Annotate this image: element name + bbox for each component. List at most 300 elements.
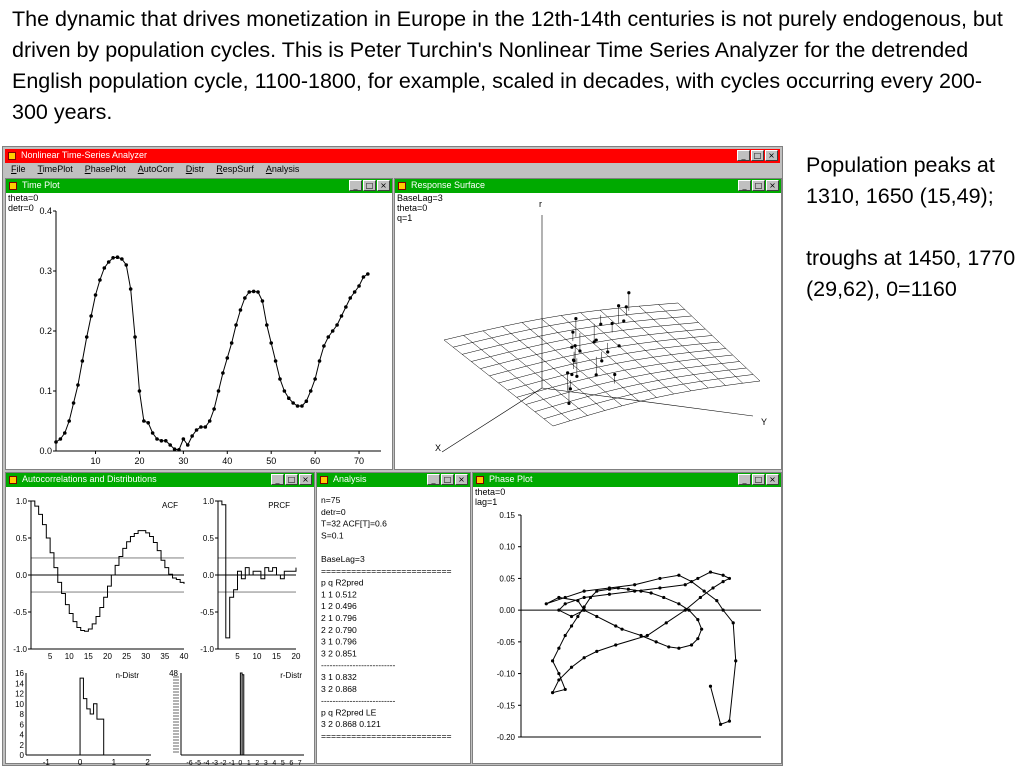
param-theta: theta=0 [475,487,506,497]
data-point [625,305,628,308]
y-tick-label: -1.0 [200,645,214,654]
analysis-line: S=0.1 [321,530,344,541]
analysis-line: ========================== [321,565,452,576]
x-tick-label: 0 [238,760,243,767]
data-point [583,605,586,608]
surface-grid-line [453,309,685,347]
data-point [63,431,67,435]
x-tick-label: -2 [220,760,227,767]
data-point [732,621,735,624]
y-tick-label: 0.0 [15,571,27,580]
x-tick-label: -1 [42,758,50,767]
panel-title: ACF [162,501,178,510]
x-tick-label: 2 [145,758,150,767]
data-point [186,443,190,447]
data-point [151,431,155,435]
data-point [627,588,630,591]
data-point [618,344,621,347]
y-tick-label: 2 [19,740,24,750]
data-point [589,596,592,599]
data-point [362,275,366,279]
data-point [59,437,63,441]
x-tick-label: 1 [246,760,251,767]
autocorrelations-title-bar[interactable] [6,473,314,487]
data-point [564,634,567,637]
data-point [728,577,731,580]
surface-grid-line [659,305,743,384]
data-point [261,299,265,303]
x-tick-label: 10 [90,456,101,466]
axis-label-y: Y [761,417,768,427]
data-point [138,389,142,393]
data-point [600,359,603,362]
close-button[interactable]: × [299,474,312,485]
response-surface-title-bar[interactable] [395,179,781,193]
data-point [173,447,177,451]
app-title: Nonlinear Time-Series Analyzer [21,150,148,160]
y-tick-label: -0.20 [496,733,515,742]
data-point [204,425,208,429]
x-tick-label: 60 [310,456,321,466]
histogram-bar [242,675,244,755]
data-point [239,308,243,312]
y-tick-label: 0 [19,751,24,760]
data-point [230,341,234,345]
data-point [696,637,699,640]
y-tick-label: 6 [19,720,24,730]
analysis-title-bar[interactable] [317,473,470,487]
data-point [81,359,85,363]
response-surface-chart [395,193,781,469]
data-point [722,609,725,612]
data-point [595,373,598,376]
analysis-output [317,487,470,763]
data-point [658,586,661,589]
y-tick-label: 0.3 [39,266,52,276]
data-point [234,323,238,327]
x-tick-label: 35 [160,652,170,661]
analysis-line: p q R2pred [321,577,364,588]
data-point [344,305,348,309]
data-point [690,643,693,646]
analysis-line: 3 1 0.796 [321,636,357,647]
data-point [662,596,665,599]
data-point [54,440,58,444]
data-point [111,256,115,260]
data-point [569,387,572,390]
histogram-steps [43,678,148,755]
phase-plot-title-bar[interactable] [473,473,781,487]
analysis-line: detr=0 [321,506,346,517]
analysis-line: ========================== [321,731,452,741]
data-point [252,290,256,294]
data-point [72,401,76,405]
time-plot-title: Time Plot [22,180,60,190]
note-peaks: Population peaks at 1310, 1650 (15,49); [806,153,995,208]
maximize-button[interactable]: □ [441,474,454,485]
analysis-canvas [317,487,470,763]
data-point [583,609,586,612]
trajectory-line [546,572,735,724]
y-tick-label: 0.4 [39,206,52,216]
x-tick-label: 5 [47,652,53,661]
x-tick-label: 6 [289,760,294,767]
x-tick-label: -5 [194,760,202,767]
x-tick-label: -4 [203,760,210,767]
data-point [269,341,273,345]
analysis-line: n=75 [321,495,341,505]
close-button[interactable]: × [455,474,468,485]
data-point [719,723,722,726]
data-point [574,317,577,320]
data-point [67,419,71,423]
data-point [557,609,560,612]
analysis-window [316,472,471,764]
x-tick-label: 30 [141,652,151,661]
panel-title: n-Distr [115,671,139,680]
param-baselag: BaseLag=3 [397,193,443,203]
response-surface-canvas [395,193,781,469]
x-tick-label: -1 [228,760,236,767]
analysis-title: Analysis [333,474,367,484]
data-point [572,358,575,361]
data-point [331,329,335,333]
data-point [335,323,339,327]
data-point [696,577,699,580]
data-point [655,640,658,643]
data-point [103,266,107,270]
data-point [650,591,653,594]
data-point [570,615,573,618]
param-theta: theta=0 [397,203,428,213]
analysis-line: T=32 ACF[T]=0.6 [321,518,387,529]
y-tick-label: 16 [15,669,24,678]
data-point [690,580,693,583]
y-tick-label: 0.5 [202,534,214,543]
data-point [265,323,269,327]
param-theta: theta=0 [8,193,39,203]
data-point [545,602,548,605]
time-plot-window [5,178,393,470]
y-tick-label: 12 [15,689,24,699]
x-tick-label: 15 [272,652,281,661]
maximize-button[interactable]: □ [751,150,764,161]
analysis-line: -------------------------- [321,695,396,706]
data-point [348,296,352,300]
data-point [709,685,712,688]
correlation-steps [31,501,184,631]
param-q: q=1 [397,213,413,223]
surface-grid-line [620,308,709,388]
phase-plot-window [472,472,782,764]
data-point [617,304,620,307]
x-tick-label: 20 [134,456,145,466]
analysis-line: 2 2 0.790 [321,624,357,635]
y-tick-label: 0.1 [39,386,52,396]
y-tick-label: 1.0 [202,497,214,506]
data-point [225,356,229,360]
menu-distr[interactable]: Distr [185,164,205,174]
data-point [168,443,172,447]
data-point [120,257,124,261]
data-point [595,615,598,618]
data-point [557,596,560,599]
y-tick-label: 0.00 [499,606,515,616]
maximize-button[interactable]: □ [285,474,298,485]
data-point [617,586,620,589]
analysis-line: 1 2 0.496 [321,601,357,612]
data-point [570,666,573,669]
data-point [94,293,98,297]
data-point [243,296,247,300]
maximize-button[interactable]: □ [363,180,376,191]
data-point [318,359,322,363]
x-tick-label: 20 [103,652,112,661]
data-point [613,373,616,376]
response-surface-window [394,178,782,470]
data-point [190,434,194,438]
close-button[interactable]: × [766,180,779,191]
x-tick-label: 15 [83,652,93,661]
data-point [611,322,614,325]
surface-grid-line [517,355,733,397]
y-tick-label: 0.10 [499,542,515,552]
data-point [595,590,598,593]
surface-grid-line [508,348,726,390]
menu-file[interactable]: File [11,164,26,174]
analysis-line: 3 1 0.832 [321,672,357,682]
y-tick-label: 0.0 [202,571,214,580]
data-point [703,590,706,593]
y-tick-label: -0.15 [496,701,515,711]
y-tick-label: 0.15 [499,511,515,520]
analysis-line: p q R2pred LE [321,707,377,718]
data-point [283,389,287,393]
data-point [599,323,602,326]
data-point [595,650,598,653]
x-tick-label: 25 [122,652,132,661]
y-tick-label: 4 [19,730,24,740]
data-point [734,659,737,662]
time-plot-title-bar[interactable] [6,179,392,193]
data-point [199,425,203,429]
data-point [614,624,617,627]
data-point [557,647,560,650]
minimize-button[interactable]: _ [427,474,440,485]
slide-caption: The dynamic that drives monetization in Europe in the 12th-14th centuries is not purely endogenous, but driven by population cycles. This is Peter Turchin's Nonlinear Time Series Analyzer for the detrended English population cycle, 1100-1800, for example, scaled in decades, with cycles occurring every 200-300 years. [12,7,1003,124]
surface-grid-line [526,361,740,404]
data-point [557,678,560,681]
x-tick-label: 0 [77,758,83,767]
data-point [696,618,699,621]
window-icon[interactable] [476,476,484,484]
analysis-line: 3 2 0.868 [321,683,357,694]
panel-title: r-Distr [280,671,302,680]
data-point [700,628,703,631]
minimize-button[interactable]: _ [271,474,284,485]
app-icon[interactable] [8,152,16,160]
autocorrelations-canvas [6,487,314,767]
y-tick-label: -0.05 [496,637,515,647]
axis-label-x: X [435,443,442,453]
y-tick-label: 14 [15,679,24,689]
autocorrelations-window [5,472,315,767]
minimize-button[interactable]: _ [737,150,750,161]
data-point [557,672,560,675]
data-point [633,583,636,586]
data-point [575,375,578,378]
data-point [608,593,611,596]
data-point [595,338,598,341]
menu-autocorr[interactable]: AutoCorr [137,164,174,174]
data-point [142,419,146,423]
data-point [699,596,702,599]
data-point [711,586,714,589]
data-point [570,346,573,349]
response-surface-title: Response Surface [411,180,486,190]
param-detr: detr=0 [8,203,34,213]
menu-timeplot[interactable]: TimePlot [37,164,73,174]
maximize-button[interactable]: □ [752,474,765,485]
data-point [667,645,670,648]
nonlinear-analyzer-window [2,146,783,766]
data-point [722,580,725,583]
data-point [291,401,295,405]
minimize-button[interactable]: _ [738,180,751,191]
data-point [182,437,186,441]
data-point [576,615,579,618]
phase-plot-canvas [473,487,781,763]
y-tick-label: 0.2 [39,326,52,336]
data-point [576,599,579,602]
minimize-button[interactable]: _ [349,180,362,191]
x-tick-label: -3 [211,760,219,767]
phase-plot-title: Phase Plot [489,474,533,484]
y-tick-label: -1.0 [13,645,27,654]
data-point [287,396,291,400]
y-tick-label: 0.05 [499,574,515,584]
time-plot-chart [6,193,392,469]
y-tick-label: -0.5 [200,608,214,617]
close-button[interactable]: × [766,474,779,485]
data-point [677,602,680,605]
data-point [296,404,300,408]
minimize-button[interactable]: _ [738,474,751,485]
y-tick-label: 1.0 [15,497,27,506]
data-point [76,383,80,387]
data-point [608,586,611,589]
data-point [627,291,630,294]
analysis-line: BaseLag=3 [321,554,365,564]
menu-respsurf[interactable]: RespSurf [216,164,254,174]
series-line [56,257,368,450]
menu-phaseplot[interactable]: PhasePlot [84,164,126,174]
data-point [646,634,649,637]
note-troughs: troughs at 1450, 1770 (29,62), 0=1160 [806,246,1016,301]
data-point [212,407,216,411]
data-point [221,371,225,375]
data-point [247,290,251,294]
data-point [564,602,567,605]
x-tick-label: 20 [291,652,301,661]
data-point [107,260,111,264]
app-title-bar[interactable] [5,149,780,163]
close-button[interactable]: × [765,150,778,161]
data-point [357,284,361,288]
x-tick-label: 10 [252,652,262,661]
data-point [583,656,586,659]
y-tick-label: 0.5 [15,534,27,543]
data-point [570,624,573,627]
data-point [164,439,168,443]
x-tick-label: 30 [178,456,189,466]
data-point [160,439,164,443]
phase-plot-chart [473,487,781,763]
x-tick-label: 10 [64,652,74,661]
y-tick-label: 8 [19,710,24,719]
data-point [177,448,181,452]
window-icon[interactable] [398,182,406,190]
data-point [578,349,581,352]
panel-title: PRCF [268,501,290,510]
data-point [564,688,567,691]
maximize-button[interactable]: □ [752,180,765,191]
data-point [622,319,625,322]
data-point [677,574,680,577]
x-tick-label: 40 [222,456,233,466]
close-button[interactable]: × [377,180,390,191]
window-icon[interactable] [9,182,17,190]
y-tick-label: -0.5 [13,608,27,617]
y-tick-label: 10 [15,699,24,709]
data-point [551,691,554,694]
data-point [313,377,317,381]
x-tick-label: 5 [235,652,240,661]
data-point [551,659,554,662]
analysis-line: 2 1 0.796 [321,613,357,623]
y-axis [542,388,753,416]
correlation-steps [218,501,296,638]
data-point [274,359,278,363]
x-tick-label: 40 [179,652,189,661]
data-point [155,437,159,441]
surface-grid-line [444,303,678,340]
data-point [567,402,570,405]
data-point [658,577,661,580]
data-point [116,255,120,259]
data-point [98,278,102,282]
window-icon[interactable] [320,476,328,484]
y-tick-label: -0.10 [496,669,515,679]
x-tick-label: 50 [266,456,277,466]
analysis-line: 3 2 0.851 [321,648,357,659]
data-point [606,350,609,353]
data-point [322,344,326,348]
menu-analysis[interactable]: Analysis [265,164,300,174]
data-point [195,428,199,432]
x-tick-label: 70 [354,456,365,466]
autocorrelations-chart [6,487,314,767]
analysis-line: -------------------------- [321,660,396,671]
x-tick-label: 7 [297,760,302,767]
window-icon[interactable] [9,476,17,484]
data-point [85,335,89,339]
data-point [217,389,221,393]
data-point [566,371,569,374]
analysis-line: 3 2 0.868 0.121 [321,719,381,730]
data-point [639,590,642,593]
y-tick-label: 48 [169,669,178,678]
